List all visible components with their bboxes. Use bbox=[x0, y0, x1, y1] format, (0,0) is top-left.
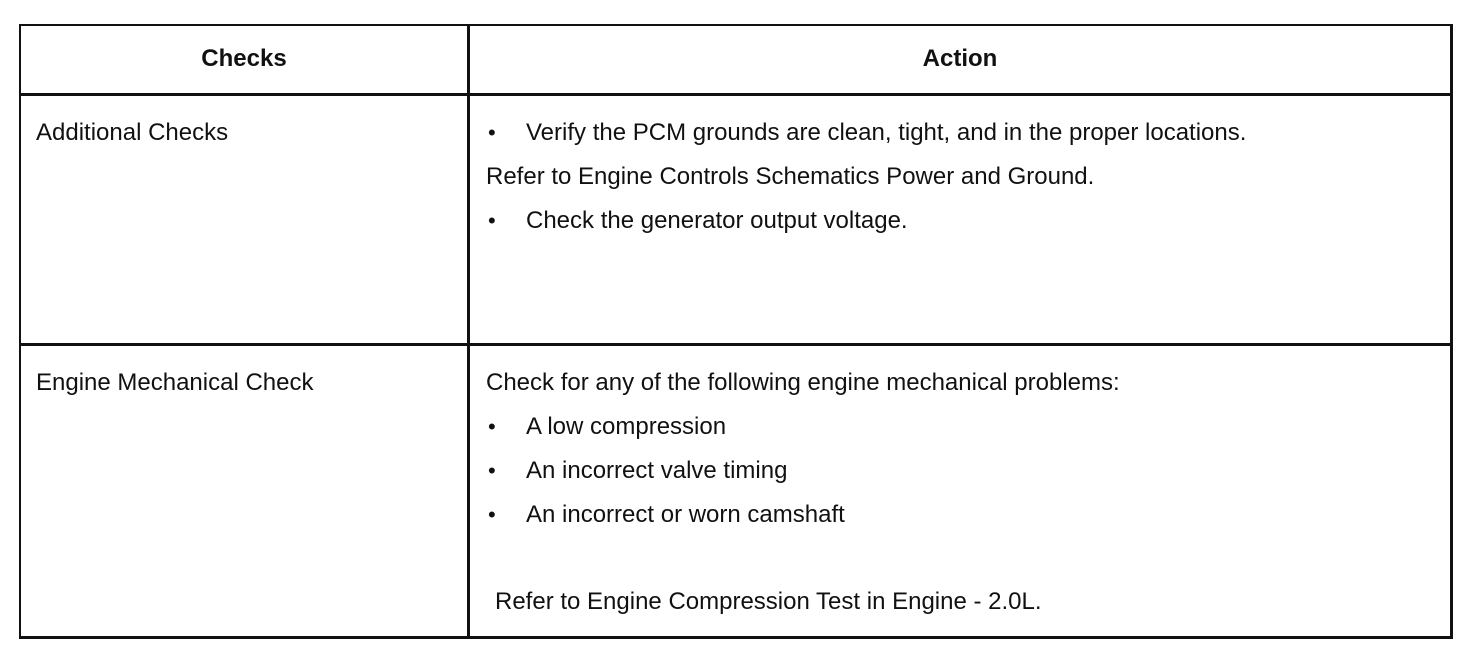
row-1-action-2: Refer to Engine Controls Schematics Power and Ground. bbox=[486, 163, 1095, 190]
row-2-action-2: A low compression bbox=[526, 413, 727, 440]
table-border-right bbox=[1450, 24, 1453, 639]
row-2-action-3: An incorrect valve timing bbox=[526, 457, 788, 484]
row-divider bbox=[19, 343, 1453, 346]
table-border-top bbox=[19, 24, 1453, 26]
row-1-action-3: Check the generator output voltage. bbox=[526, 207, 908, 234]
row-2-action-4: An incorrect or worn camshaft bbox=[526, 501, 845, 528]
row-2-bullet-4: • bbox=[488, 502, 496, 527]
row-1-bullet-1: • bbox=[488, 120, 496, 145]
header-action: Action bbox=[922, 45, 998, 72]
column-divider bbox=[467, 24, 470, 639]
row-2-bullet-3: • bbox=[488, 458, 496, 483]
row-1-action-1: Verify the PCM grounds are clean, tight, and in the proper locations. bbox=[526, 119, 1247, 146]
row-2-bullet-2: • bbox=[488, 414, 496, 439]
table-border-bottom bbox=[19, 636, 1453, 639]
row-2-action-5: Refer to Engine Compression Test in Engine - 2.0L. bbox=[495, 588, 1042, 615]
row-2-action-1: Check for any of the following engine mechanical problems: bbox=[486, 369, 1120, 396]
row-1-bullet-3: • bbox=[488, 208, 496, 233]
header-divider bbox=[19, 93, 1453, 96]
table-border-left bbox=[19, 24, 21, 639]
row-2-check: Engine Mechanical Check bbox=[36, 369, 314, 396]
diagnostic-table bbox=[19, 24, 1453, 639]
header-checks: Checks bbox=[201, 45, 287, 72]
row-1-check: Additional Checks bbox=[36, 119, 229, 146]
